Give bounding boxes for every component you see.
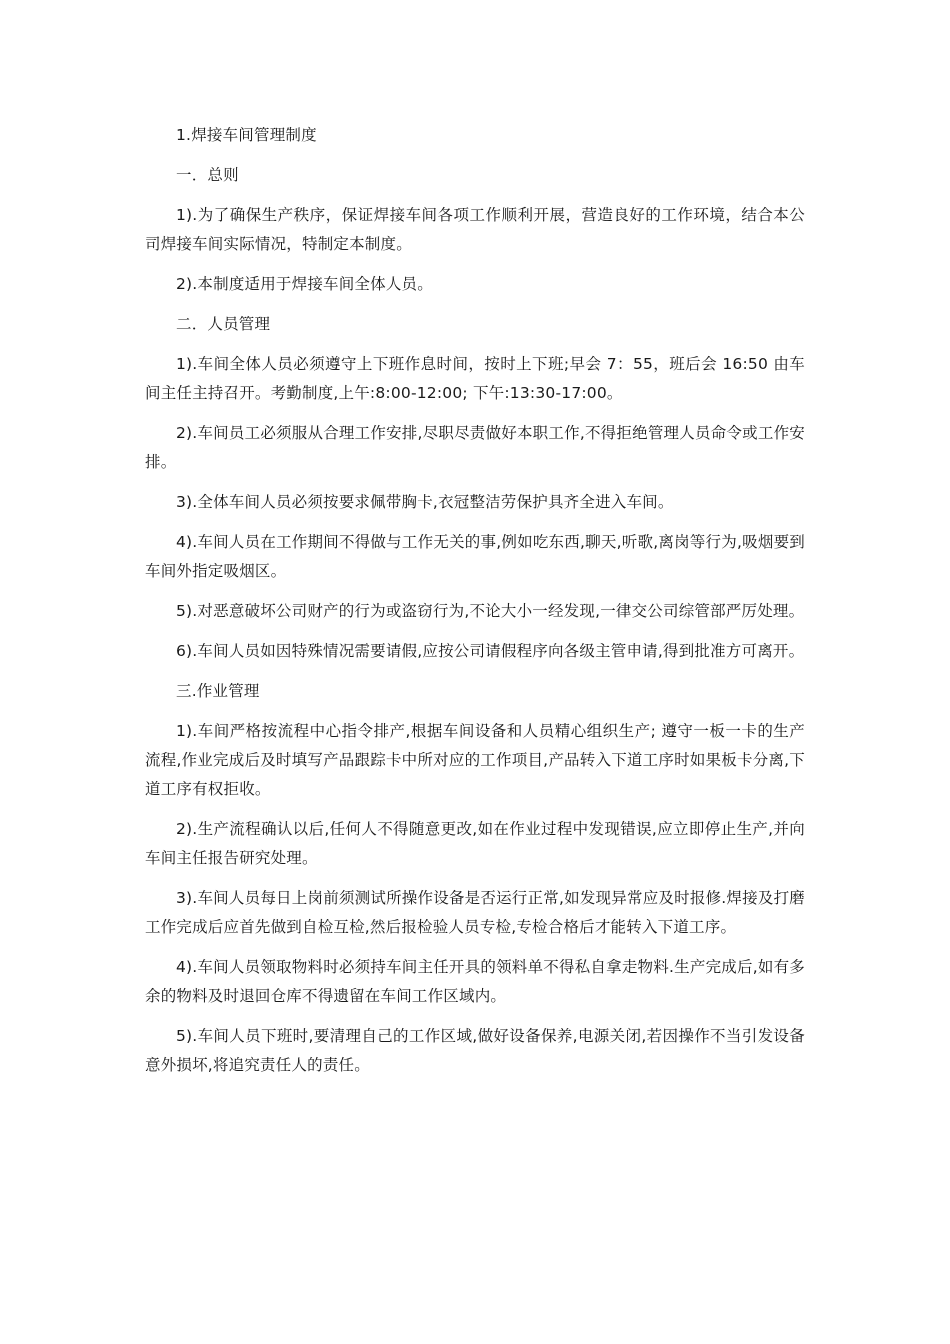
paragraph: 2).车间员工必须服从合理工作安排,尽职尽责做好本职工作,不得拒绝管理人员命令或工作安排。 bbox=[145, 424, 805, 471]
paragraph: 5).车间人员下班时,要清理自己的工作区域,做好设备保养,电源关闭,若因操作不当引发设备意外损坏,将追究责任人的责任。 bbox=[145, 1027, 805, 1074]
paragraph: 4).车间人员领取物料时必须持车间主任开具的领料单不得私自拿走物料.生产完成后,如有多余的物料及时退回仓库不得遗留在车间工作区域内。 bbox=[145, 958, 805, 1005]
paragraph: 2).生产流程确认以后,任何人不得随意更改,如在作业过程中发现错误,应立即停止生产,并向车间主任报告研究处理。 bbox=[145, 820, 805, 867]
paragraph: 1).为了确保生产秩序，保证焊接车间各项工作顺利开展，营造良好的工作环境，结合本公司焊接车间实际情况，特制定本制度。 bbox=[145, 206, 805, 253]
document-body bbox=[145, 121, 805, 1091]
paragraph: 3).车间人员每日上岗前须测试所操作设备是否运行正常,如发现异常应及时报修.焊接及打磨工作完成后应首先做到自检互检,然后报检验人员专检,专检合格后才能转入下道工序。 bbox=[145, 889, 805, 936]
paragraph: 1).车间全体人员必须遵守上下班作息时间，按时上下班;早会 7：55，班后会 16:50 由车间主任主持召开。考勤制度,上午:8:00-12:00; 下午:13:30-17:00。 bbox=[145, 355, 805, 402]
paragraph: 4).车间人员在工作期间不得做与工作无关的事,例如吃东西,聊天,听歌,离岗等行为,吸烟要到车间外指定吸烟区。 bbox=[145, 533, 805, 580]
section-heading-general: 一．总则 bbox=[176, 166, 239, 184]
paragraph: 3).全体车间人员必须按要求佩带胸卡,衣冠整洁劳保护具齐全进入车间。 bbox=[176, 493, 674, 511]
paragraph: 5).对恶意破坏公司财产的行为或盗窃行为,不论大小一经发现,一律交公司综管部严厉处理。 bbox=[176, 602, 805, 620]
document-title: 1.焊接车间管理制度 bbox=[176, 126, 317, 144]
section-heading-operations: 三.作业管理 bbox=[176, 682, 260, 700]
paragraph: 1).车间严格按流程中心指令排产,根据车间设备和人员精心组织生产; 遵守一板一卡的生产流程,作业完成后及时填写产品跟踪卡中所对应的工作项目,产品转入下道工序时如果板卡分离,下道工序有权拒收。 bbox=[145, 722, 805, 798]
paragraph: 2).本制度适用于焊接车间全体人员。 bbox=[176, 275, 433, 293]
paragraph: 6).车间人员如因特殊情况需要请假,应按公司请假程序向各级主管申请,得到批准方可离开。 bbox=[176, 642, 805, 660]
section-heading-personnel: 二．人员管理 bbox=[176, 315, 271, 333]
